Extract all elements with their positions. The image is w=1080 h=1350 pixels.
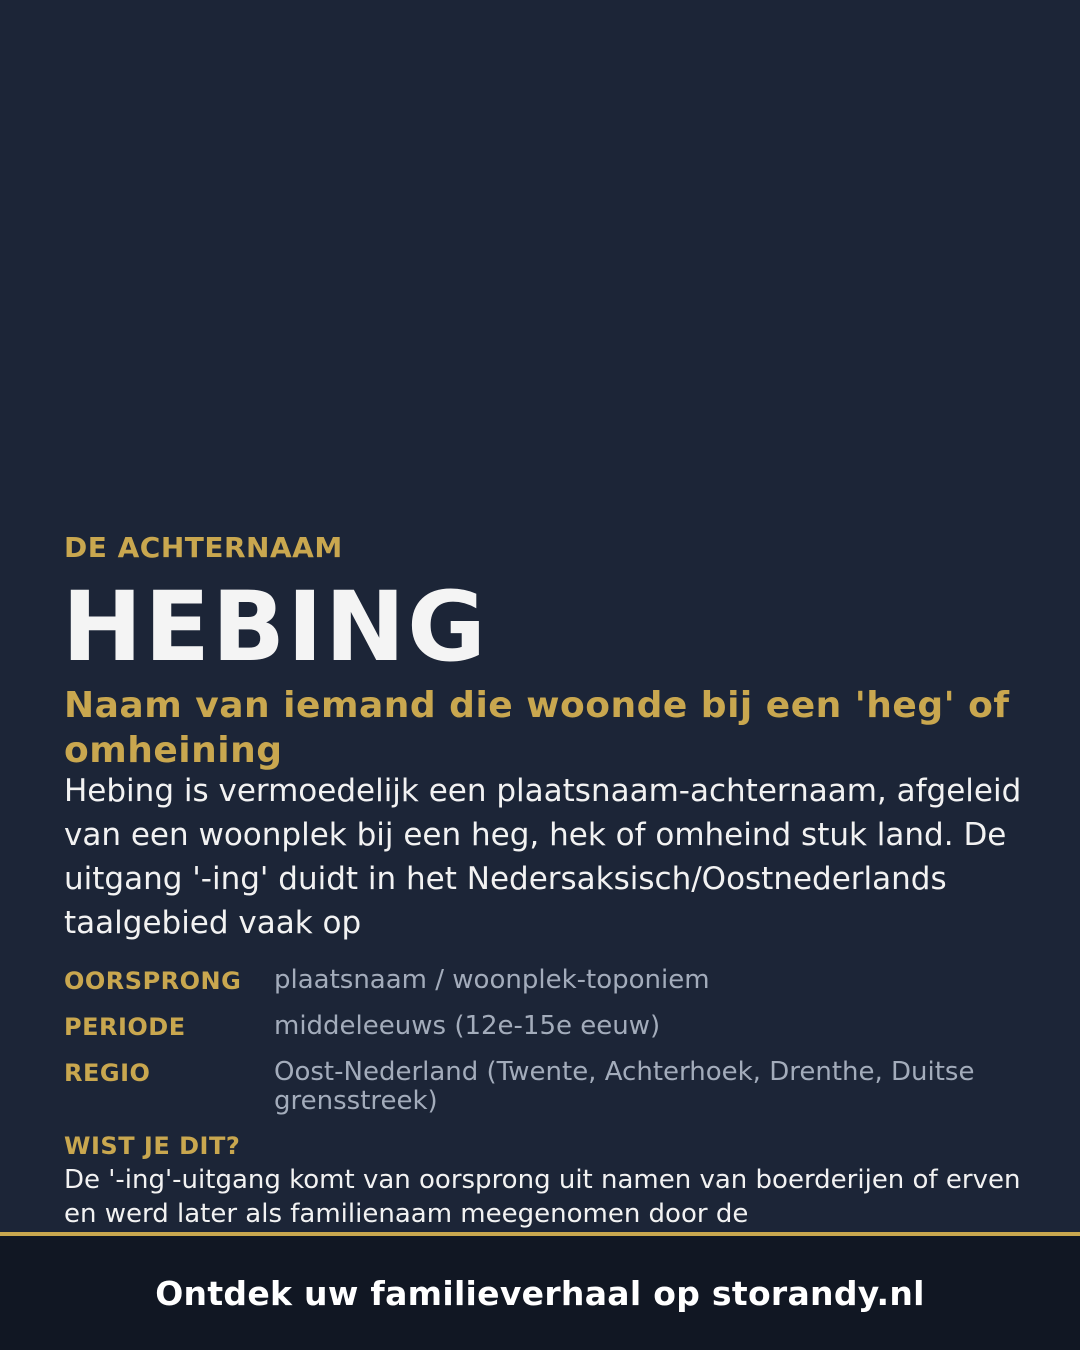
fact-row-regio [64, 1055, 1024, 1116]
eyebrow-label: DE ACHTERNAAM [64, 531, 343, 564]
footer-cta-link[interactable]: Ontdek uw familieverhaal op storandy.nl [155, 1273, 925, 1313]
fact-value: middeleeuws (12e-15e eeuw) [274, 1011, 661, 1041]
facts-list [64, 963, 1024, 1126]
footer-banner [0, 1236, 1080, 1350]
fact-label: OORSPRONG [64, 967, 242, 995]
surname-description: Hebing is vermoedelijk een plaatsnaam-achternaam, afgeleid van een woonplek bij een heg, hek of omheind stuk land. De uitgang '-ing' duidt in het Nedersaksisch/Oostnederlands taalgebied vaak op [64, 773, 1022, 941]
fact-value: plaatsnaam / woonplek-toponiem [274, 965, 710, 995]
fact-value: Oost-Nederland (Twente, Achterhoek, Drenthe, Duitse grensstreek) [274, 1057, 975, 1116]
did-you-know-heading: WIST JE DIT? [64, 1132, 241, 1160]
did-you-know-text: De '-ing'-uitgang komt van oorsprong uit namen van boerderijen of erven en werd later als familienaam meegenomen door de [64, 1165, 1021, 1229]
fact-row-oorsprong [64, 963, 1024, 999]
fact-row-periode [64, 1009, 1024, 1045]
surname-title: HEBING [62, 571, 488, 683]
fact-label: PERIODE [64, 1013, 186, 1041]
surname-meaning-subtitle: Naam van iemand die woonde bij een 'heg' of omheining [64, 685, 1010, 771]
fact-label: REGIO [64, 1059, 151, 1087]
